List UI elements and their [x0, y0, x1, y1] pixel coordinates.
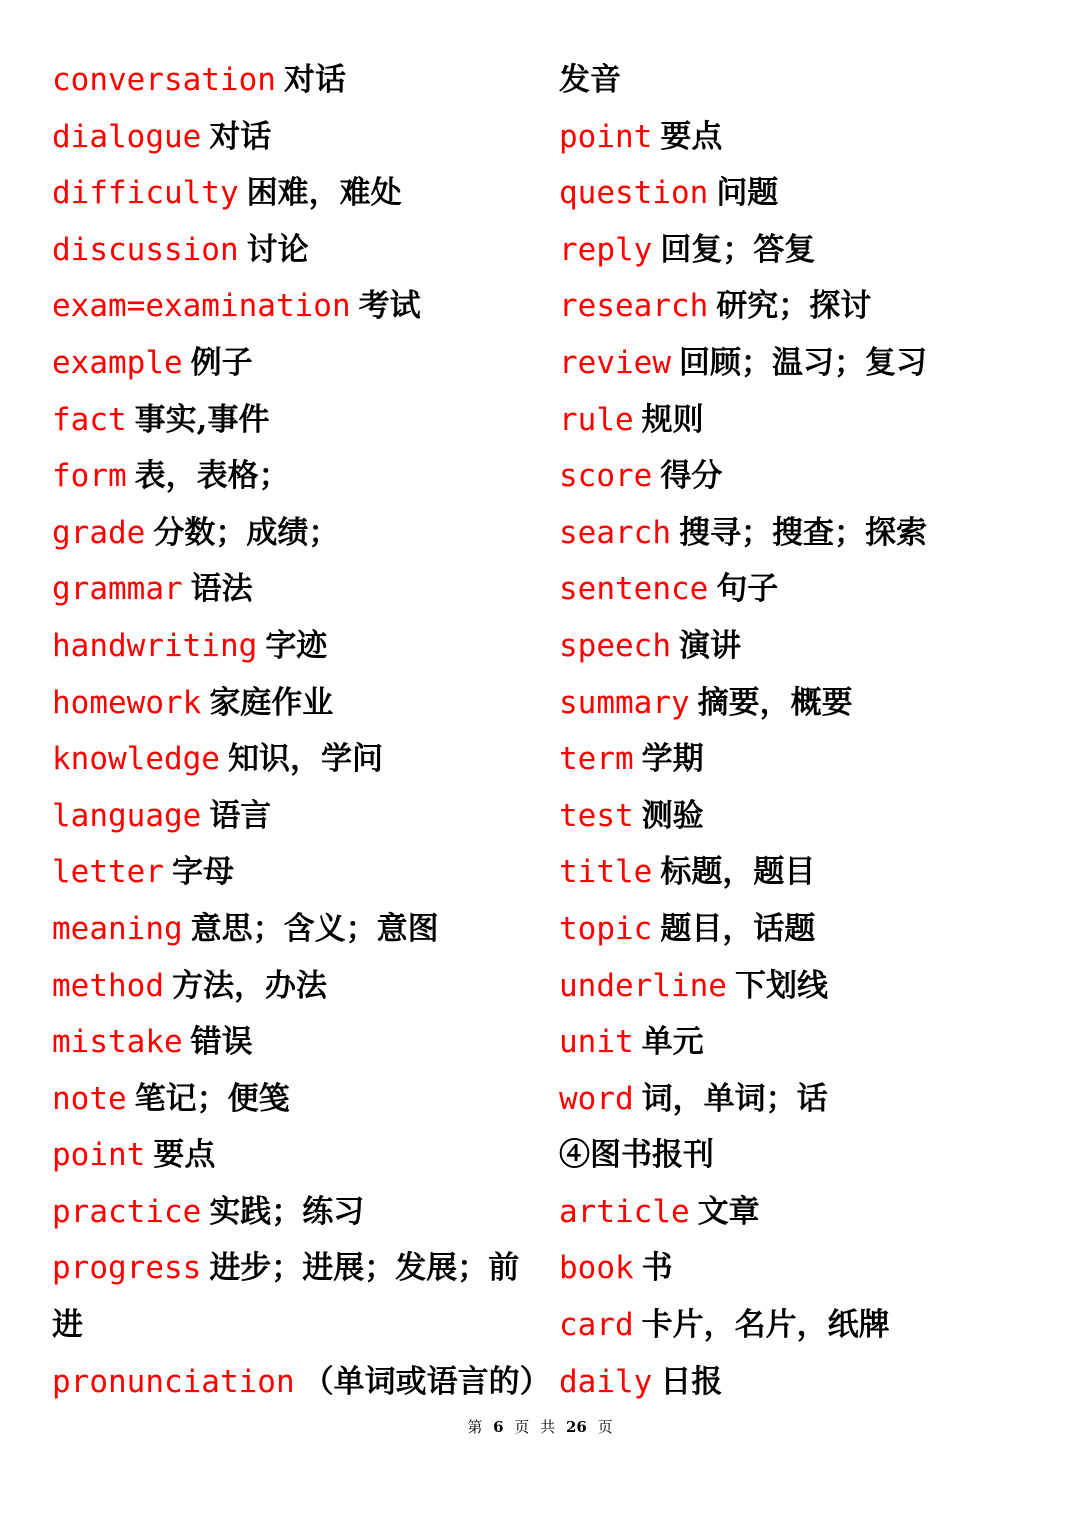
vocab-entry	[52, 618, 522, 675]
chinese-meaning: 搜寻；搜查；探索	[678, 514, 927, 551]
english-word: title	[559, 854, 653, 891]
english-word: fact	[52, 401, 127, 438]
english-word: term	[559, 741, 634, 778]
chinese-meaning: 进步；进展；发展；前进	[52, 1250, 520, 1344]
english-word: grade	[52, 514, 146, 551]
chinese-meaning: 方法，办法	[171, 967, 327, 1004]
english-word: exam=examination	[52, 288, 351, 325]
chinese-meaning: 句子	[716, 571, 779, 608]
vocab-entry	[52, 165, 522, 222]
english-word: conversation	[52, 62, 276, 98]
english-word: underline	[559, 967, 727, 1004]
chinese-meaning: 回顾；温习；复习	[678, 344, 927, 381]
vocab-entry	[559, 448, 1029, 505]
chinese-meaning: 要点	[660, 118, 723, 155]
footer-total-pages: 26	[565, 1418, 587, 1436]
footer-suffix: 页	[597, 1418, 613, 1436]
chinese-meaning: 文章	[697, 1193, 760, 1230]
english-word: rule	[559, 401, 634, 438]
chinese-meaning: 分数；成绩；	[153, 514, 340, 551]
vocab-entry	[52, 335, 522, 392]
english-word: method	[52, 967, 164, 1004]
chinese-meaning: 回复；答复	[660, 231, 816, 268]
chinese-meaning: 表，表格；	[134, 458, 290, 495]
vocab-entry	[52, 278, 522, 335]
vocab-entry	[52, 222, 522, 279]
english-word: card	[559, 1307, 634, 1344]
vocab-entry	[52, 1240, 522, 1353]
english-word: review	[559, 344, 671, 381]
heading-text: 发音	[559, 62, 621, 98]
right-column	[559, 52, 1029, 1410]
footer-page-number: 6	[493, 1418, 504, 1436]
vocab-entry	[559, 335, 1029, 392]
chinese-meaning: 对话	[283, 62, 346, 98]
vocab-entry	[52, 448, 522, 505]
vocab-entry	[52, 505, 522, 562]
chinese-meaning: 对话	[209, 118, 272, 155]
vocab-entry	[559, 901, 1029, 958]
english-word: knowledge	[52, 741, 220, 778]
vocab-entry	[559, 1071, 1029, 1128]
english-word: progress	[52, 1250, 202, 1287]
chinese-meaning: 题目，话题	[660, 910, 816, 947]
vocab-entry	[559, 278, 1029, 335]
chinese-meaning: 错误	[190, 1024, 253, 1061]
chinese-meaning: 学期	[641, 741, 704, 778]
vocab-entry	[52, 1014, 522, 1071]
english-word: score	[559, 458, 653, 495]
chinese-meaning: 字母	[171, 854, 234, 891]
english-word: question	[559, 175, 709, 212]
english-word: unit	[559, 1024, 634, 1061]
english-word: example	[52, 344, 183, 381]
english-word: language	[52, 797, 202, 834]
chinese-meaning: 研究；探讨	[716, 288, 872, 325]
english-word: speech	[559, 627, 671, 664]
chinese-meaning: 笔记；便笺	[134, 1080, 290, 1117]
vocab-entry	[52, 1354, 551, 1411]
english-word: sentence	[559, 571, 709, 608]
chinese-meaning: 标题，题目	[660, 854, 816, 891]
vocab-entry	[559, 1354, 1029, 1411]
english-word: test	[559, 797, 634, 834]
chinese-meaning: 得分	[660, 458, 723, 495]
vocab-entry	[559, 505, 1029, 562]
english-word: handwriting	[52, 627, 258, 664]
vocab-entry	[52, 1071, 522, 1128]
english-word: mistake	[52, 1024, 183, 1061]
english-word: point	[559, 118, 653, 155]
chinese-meaning: 单元	[641, 1024, 704, 1061]
vocab-entry	[559, 561, 1029, 618]
chinese-meaning: 实践；练习	[209, 1193, 365, 1230]
english-word: daily	[559, 1363, 653, 1400]
english-word: reply	[559, 231, 653, 268]
vocab-entry	[52, 52, 522, 109]
heading-text: ④图书报刊	[559, 1137, 714, 1174]
vocab-entry	[559, 1184, 1029, 1241]
vocab-entry	[559, 675, 1029, 732]
vocab-entry	[52, 958, 522, 1015]
chinese-meaning: 例子	[190, 344, 253, 381]
vocab-entry	[52, 1184, 522, 1241]
section-heading	[559, 1127, 1029, 1184]
english-word: meaning	[52, 910, 183, 947]
english-word: homework	[52, 684, 202, 721]
english-word: form	[52, 458, 127, 495]
vocab-entry	[559, 165, 1029, 222]
vocab-entry	[559, 222, 1029, 279]
english-word: letter	[52, 854, 164, 891]
vocab-entry	[52, 844, 522, 901]
chinese-meaning: 书	[641, 1250, 673, 1287]
chinese-meaning: 困难，难处	[246, 175, 402, 212]
vocab-entry	[559, 958, 1029, 1015]
vocab-entry	[559, 1014, 1029, 1071]
chinese-meaning: 规则	[641, 401, 704, 438]
chinese-meaning: 日报	[660, 1363, 723, 1400]
english-word: discussion	[52, 231, 239, 268]
chinese-meaning: 卡片，名片，纸牌	[641, 1307, 890, 1344]
english-word: article	[559, 1193, 690, 1230]
vocab-entry	[559, 1297, 1029, 1354]
vocab-entry	[52, 561, 522, 618]
english-word: word	[559, 1080, 634, 1117]
vocab-entry	[52, 109, 522, 166]
chinese-meaning: 语言	[209, 797, 272, 834]
vocab-entry	[559, 1240, 1029, 1297]
english-word: research	[559, 288, 709, 325]
chinese-meaning: 事实,事件	[134, 401, 270, 438]
vocab-entry	[52, 788, 522, 845]
chinese-meaning: 语法	[190, 571, 253, 608]
chinese-meaning: 考试	[358, 288, 421, 325]
vocab-entry	[559, 392, 1029, 449]
chinese-meaning: 词，单词；话	[641, 1080, 828, 1117]
english-word: note	[52, 1080, 127, 1117]
chinese-meaning: 意思；含义；意图	[190, 910, 439, 947]
chinese-meaning: 讨论	[246, 231, 309, 268]
english-word: search	[559, 514, 671, 551]
chinese-meaning: 要点	[153, 1137, 216, 1174]
chinese-meaning: 摘要，概要	[697, 684, 853, 721]
english-word: book	[559, 1250, 634, 1287]
chinese-meaning: 家庭作业	[209, 684, 334, 721]
chinese-meaning: 演讲	[678, 627, 741, 664]
vocab-entry	[52, 392, 522, 449]
chinese-meaning: 测验	[641, 797, 704, 834]
vocab-entry	[559, 788, 1029, 845]
english-word: summary	[559, 684, 690, 721]
chinese-meaning: （单词或语言的）	[302, 1363, 551, 1400]
chinese-meaning: 问题	[716, 175, 779, 212]
vocab-entry	[559, 109, 1029, 166]
chinese-meaning: 下划线	[734, 967, 828, 1004]
vocab-entry	[52, 901, 522, 958]
english-word: topic	[559, 910, 653, 947]
page-footer	[0, 1416, 1080, 1437]
section-heading	[559, 52, 1029, 109]
vocab-entry	[52, 731, 522, 788]
english-word: pronunciation	[52, 1363, 295, 1400]
vocab-entry	[52, 675, 522, 732]
english-word: grammar	[52, 571, 183, 608]
english-word: difficulty	[52, 175, 239, 212]
english-word: point	[52, 1137, 146, 1174]
vocab-entry	[52, 1127, 522, 1184]
vocab-entry	[559, 844, 1029, 901]
vocab-entry	[559, 731, 1029, 788]
footer-prefix: 第	[467, 1418, 483, 1436]
chinese-meaning: 字迹	[265, 627, 328, 664]
footer-middle: 页 共	[514, 1418, 556, 1436]
left-column	[52, 52, 551, 1410]
chinese-meaning: 知识，学问	[227, 741, 383, 778]
vocab-entry	[559, 618, 1029, 675]
english-word: dialogue	[52, 118, 202, 155]
english-word: practice	[52, 1193, 202, 1230]
